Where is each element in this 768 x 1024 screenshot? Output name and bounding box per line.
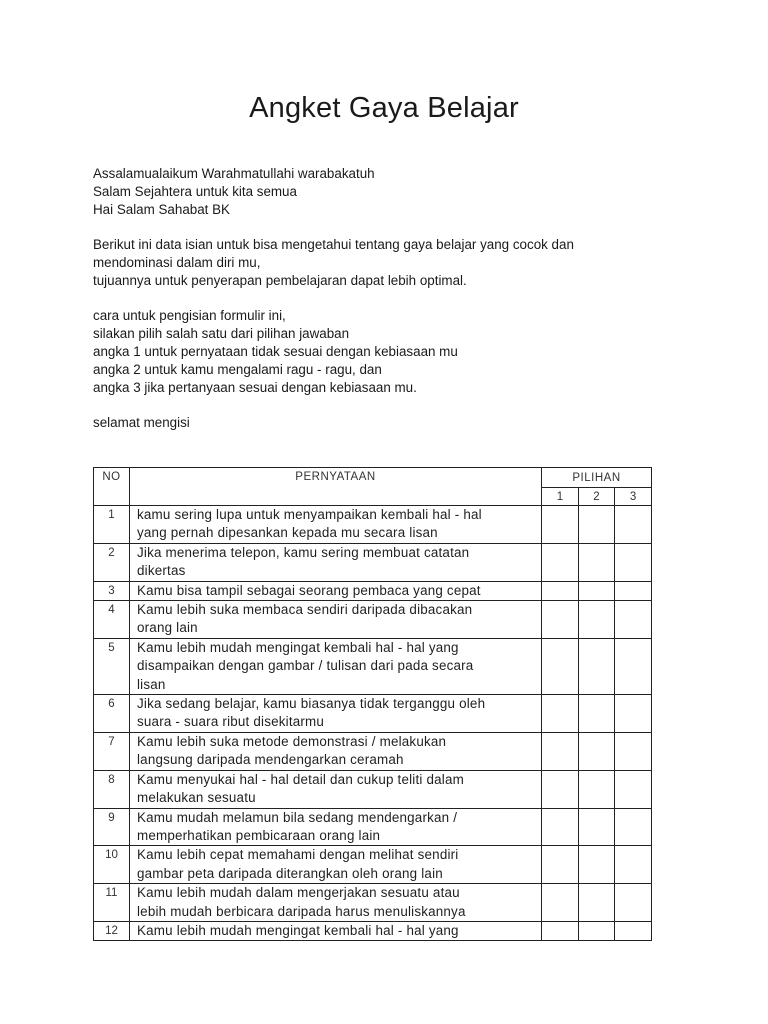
row-number: 11 [94,884,130,922]
statement-cell [130,638,542,694]
choice-cell-1[interactable] [542,638,579,694]
table-row [94,884,652,922]
header-statement: PERNYATAAN [130,468,542,506]
statement-cell [130,770,542,808]
choice-cell-1[interactable] [542,921,579,940]
choice-cell-1[interactable] [542,732,579,770]
document-title: Angket Gaya Belajar [249,92,519,124]
choice-cell-3[interactable] [615,846,652,884]
intro-spacer [93,219,673,236]
statement-line: Kamu lebih suka metode demonstrasi / melakukan [137,733,447,749]
row-number: 1 [94,506,130,544]
statement-line: kamu sering lupa untuk menyampaikan kembali hal - hal [137,507,482,522]
statement-line: Kamu lebih cepat memahami dengan melihat sendiri [137,847,459,863]
choice-cell-2[interactable] [579,506,615,544]
choice-cell-2[interactable] [579,884,615,922]
statement-line: Kamu lebih mudah mengingat kembali hal - hal yang [137,639,459,655]
statement-cell [130,732,542,770]
choice-cell-2[interactable] [579,601,615,639]
intro-line: Berikut ini data isian untuk bisa mengetahui tentang gaya belajar yang cocok dan [93,237,574,252]
choice-cell-3[interactable] [615,581,652,600]
statement-line: Kamu menyukai hal - hal detail dan cukup teliti dalam [137,771,464,787]
table-row [94,695,652,733]
row-number: 2 [94,543,130,581]
intro-line: Assalamualaikum Warahmatullahi warabakatuh [93,166,375,181]
statement-line: Kamu lebih suka membaca sendiri daripada dibacakan [137,602,473,618]
table-row [94,732,652,770]
option-header-2: 2 [579,488,615,506]
statement-line: lebih mudah berbicara daripada harus menuliskannya [137,903,466,919]
intro-spacer [93,397,673,414]
statement-line: melakukan sesuatu [137,790,256,806]
statement-line: memperhatikan pembicaraan orang lain [137,827,381,843]
table-row [94,808,652,846]
intro-line: mendominasi dalam diri mu, [93,255,261,270]
statement-line: langsung daripada mendengarkan ceramah [137,752,404,768]
statement-cell [130,808,542,846]
choice-cell-1[interactable] [542,808,579,846]
table-row [94,543,652,581]
choice-cell-1[interactable] [542,846,579,884]
intro-line: tujuannya untuk penyerapan pembelajaran dapat lebih optimal. [93,273,467,288]
statement-line: yang pernah dipesankan kepada mu secara lisan [137,525,438,541]
intro-spacer [93,290,673,307]
intro-line: cara untuk pengisian formulir ini, [93,308,286,323]
questionnaire-table [93,467,652,941]
statement-cell [130,921,542,940]
table-row [94,638,652,694]
option-header-3: 3 [615,488,652,506]
statement-cell [130,695,542,733]
table-row [94,921,652,940]
statement-cell [130,846,542,884]
choice-cell-3[interactable] [615,732,652,770]
choice-cell-2[interactable] [579,543,615,581]
choice-cell-3[interactable] [615,695,652,733]
row-number: 3 [94,581,130,600]
choice-cell-1[interactable] [542,581,579,600]
choice-cell-2[interactable] [579,808,615,846]
choice-cell-2[interactable] [579,732,615,770]
table-row [94,581,652,600]
statement-line: Jika sedang belajar, kamu biasanya tidak terganggu oleh [137,696,486,712]
choice-cell-3[interactable] [615,884,652,922]
intro-line: angka 2 untuk kamu mengalami ragu - ragu, dan [93,362,382,377]
header-choices: PILIHAN [542,468,652,488]
choice-cell-1[interactable] [542,695,579,733]
statement-cell [130,884,542,922]
intro-line: angka 1 untuk pernyataan tidak sesuai dengan kebiasaan mu [93,344,458,359]
choice-cell-3[interactable] [615,543,652,581]
statement-cell [130,601,542,639]
row-number: 10 [94,846,130,884]
statement-cell [130,543,542,581]
choice-cell-1[interactable] [542,543,579,581]
table-row [94,846,652,884]
intro-line: Hai Salam Sahabat BK [93,202,230,217]
choice-cell-2[interactable] [579,770,615,808]
intro-text [93,165,673,432]
statement-line: suara - suara ribut disekitarmu [137,714,325,730]
statement-cell [130,506,542,544]
statement-line: Kamu mudah melamun bila sedang mendengarkan / [137,809,458,825]
choice-cell-1[interactable] [542,770,579,808]
choice-cell-2[interactable] [579,695,615,733]
statement-line: Kamu lebih mudah mengingat kembali hal - hal yang [137,922,459,938]
statement-line: dikertas [137,563,186,579]
intro-line: silakan pilih salah satu dari pilihan jawaban [93,326,350,341]
table-row [94,506,652,544]
choice-cell-3[interactable] [615,601,652,639]
choice-cell-2[interactable] [579,581,615,600]
statement-line: Kamu lebih mudah dalam mengerjakan sesuatu atau [137,885,460,901]
choice-cell-3[interactable] [615,921,652,940]
choice-cell-1[interactable] [542,506,579,544]
choice-cell-2[interactable] [579,921,615,940]
header-no: NO [94,468,130,506]
statement-line: disampaikan dengan gambar / tulisan dari pada secara [137,658,474,674]
row-number: 8 [94,770,130,808]
statement-cell [130,581,542,600]
intro-line: angka 3 jika pertanyaan sesuai dengan kebiasaan mu. [93,380,417,395]
choice-cell-2[interactable] [579,846,615,884]
intro-line: Salam Sejahtera untuk kita semua [93,184,297,199]
statement-line: Kamu bisa tampil sebagai seorang pembaca yang cepat [137,582,481,598]
row-number: 12 [94,921,130,940]
row-number: 5 [94,638,130,694]
choice-cell-3[interactable] [615,506,652,544]
row-number: 7 [94,732,130,770]
statement-line: gambar peta daripada diterangkan oleh orang lain [137,865,443,881]
choice-cell-3[interactable] [615,770,652,808]
table-row [94,601,652,639]
statement-line: lisan [137,676,166,692]
statement-line: Jika menerima telepon, kamu sering membuat catatan [137,544,470,560]
choice-cell-1[interactable] [542,601,579,639]
row-number: 9 [94,808,130,846]
choice-cell-3[interactable] [615,638,652,694]
statement-line: orang lain [137,620,198,636]
table-row [94,770,652,808]
choice-cell-3[interactable] [615,808,652,846]
option-header-1: 1 [542,488,579,506]
choice-cell-2[interactable] [579,638,615,694]
intro-line: selamat mengisi [93,415,190,430]
row-number: 6 [94,695,130,733]
choice-cell-1[interactable] [542,884,579,922]
row-number: 4 [94,601,130,639]
